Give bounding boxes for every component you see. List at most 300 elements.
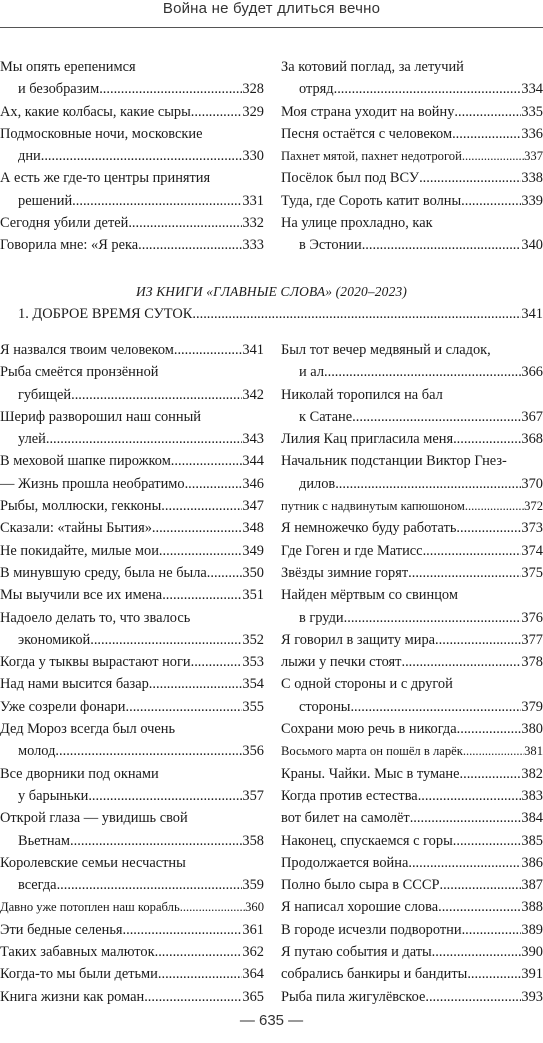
running-header-title: Война не будет длиться вечно bbox=[162, 0, 381, 17]
toc-entry-page: 343 bbox=[242, 431, 264, 448]
leader-dots bbox=[70, 830, 242, 852]
toc-entry-page: 390 bbox=[521, 944, 543, 961]
toc-entry-page: 374 bbox=[521, 542, 543, 559]
toc-entry-page: 331 bbox=[242, 192, 264, 209]
toc-entry-page: 338 bbox=[521, 170, 543, 187]
toc-entry-page: 337 bbox=[524, 149, 543, 164]
toc-entry-title: Лилия Кац пригласила меня bbox=[281, 431, 454, 448]
toc-entry-line bbox=[0, 56, 264, 78]
toc-entry-title: всегда bbox=[18, 877, 57, 894]
toc-entry[interactable] bbox=[0, 584, 264, 606]
leader-dots bbox=[155, 941, 243, 963]
leader-dots bbox=[192, 303, 521, 325]
toc-entry-page: 385 bbox=[521, 832, 543, 849]
toc-entry-title: Мы выучили все их имена bbox=[0, 587, 163, 604]
leader-dots bbox=[159, 540, 243, 562]
leader-dots bbox=[185, 473, 243, 495]
toc-entry-title: Звёзды зимние горят bbox=[281, 564, 409, 581]
toc-entry[interactable] bbox=[0, 473, 264, 495]
leader-dots bbox=[191, 651, 243, 673]
toc-entry-line bbox=[0, 450, 264, 472]
toc-entry-page: 364 bbox=[242, 966, 264, 983]
toc-entry[interactable] bbox=[0, 406, 264, 451]
toc-entry-page: 349 bbox=[242, 542, 264, 559]
toc-entry-page: 368 bbox=[521, 431, 543, 448]
toc-entry-title: Таких забавных малюток bbox=[0, 944, 155, 961]
toc-entry-line bbox=[0, 651, 264, 673]
leader-dots bbox=[324, 361, 521, 383]
toc-entry-title: Книга жизни как роман bbox=[0, 988, 145, 1005]
toc-entry[interactable] bbox=[281, 584, 543, 629]
toc-entry-line bbox=[281, 629, 543, 651]
leader-dots bbox=[457, 718, 522, 740]
leader-dots bbox=[462, 145, 524, 167]
toc-entry[interactable] bbox=[281, 963, 543, 985]
toc-entry-page: 373 bbox=[521, 520, 543, 537]
toc-entry[interactable] bbox=[0, 562, 264, 584]
section-title: ИЗ КНИГИ «ГЛАВНЫЕ СЛОВА» (2020–2023) bbox=[135, 284, 408, 299]
toc-entry-line bbox=[0, 963, 264, 985]
toc-entry-page: 356 bbox=[242, 743, 264, 760]
leader-dots bbox=[454, 101, 521, 123]
toc-entry-title: отряд bbox=[299, 81, 334, 98]
leader-dots bbox=[462, 919, 522, 941]
toc-entry[interactable] bbox=[0, 673, 264, 695]
toc-entry-page: 365 bbox=[242, 988, 264, 1005]
toc-entry[interactable] bbox=[0, 450, 264, 472]
leader-dots bbox=[352, 406, 521, 428]
toc-entry-line bbox=[281, 540, 543, 562]
leader-dots bbox=[335, 473, 521, 495]
toc-entry-page: 384 bbox=[521, 810, 543, 827]
toc-entry-line bbox=[0, 696, 264, 718]
toc-entry-title: Рыба пила жигулёвское bbox=[281, 988, 426, 1005]
toc-entry-title: Дед Мороз всегда был очень bbox=[0, 721, 176, 738]
toc-entry-title: Восьмого марта он пошёл в ларёк bbox=[281, 744, 463, 759]
toc-entry[interactable] bbox=[281, 629, 543, 651]
toc-entry-title: губищей bbox=[18, 386, 72, 403]
toc-entry-title: Я немножечко буду работать bbox=[281, 520, 457, 537]
toc-entry-line bbox=[281, 763, 543, 785]
toc-entry-page: 376 bbox=[521, 609, 543, 626]
toc-entry-continuation bbox=[281, 361, 543, 383]
leader-dots bbox=[174, 339, 243, 361]
toc-entry[interactable] bbox=[281, 495, 543, 517]
toc-entry[interactable] bbox=[281, 339, 543, 384]
toc-entry-title: Продолжается война bbox=[281, 854, 409, 871]
toc-entry[interactable] bbox=[0, 361, 264, 406]
toc-entry-line bbox=[0, 807, 264, 829]
toc-entry-continuation bbox=[0, 78, 264, 100]
toc-entry-line bbox=[281, 740, 543, 762]
toc-entry[interactable] bbox=[281, 384, 543, 429]
toc-entry-title: Полно было сыра в СССР bbox=[281, 877, 440, 894]
leader-dots bbox=[171, 450, 243, 472]
toc-entry-title: С одной стороны и с другой bbox=[281, 676, 453, 693]
toc-entry-line bbox=[281, 919, 543, 941]
toc-entry-title: Мы опять ерепенимся bbox=[0, 59, 136, 75]
toc-entry-line bbox=[0, 495, 264, 517]
toc-entry-title: Где Гоген и где Матисс bbox=[281, 542, 423, 559]
toc-entry-line bbox=[0, 167, 264, 189]
toc-entry-page: 367 bbox=[521, 408, 543, 425]
leader-dots bbox=[344, 607, 522, 629]
toc-entry-title: Краны. Чайки. Мыс в тумане bbox=[281, 765, 460, 782]
toc-entry[interactable] bbox=[0, 234, 264, 256]
toc-entry-continuation bbox=[281, 696, 543, 718]
toc-entry-line bbox=[281, 785, 543, 807]
toc-entry[interactable] bbox=[0, 123, 264, 168]
toc-entry-line bbox=[281, 896, 543, 918]
toc-entry-page: 361 bbox=[242, 921, 264, 938]
toc-entry-line bbox=[281, 56, 543, 78]
toc-entry[interactable] bbox=[0, 339, 264, 361]
leader-dots bbox=[453, 428, 521, 450]
toc-entry[interactable] bbox=[281, 941, 543, 963]
toc-entry-title: Песня остаётся с человеком bbox=[281, 125, 453, 142]
toc-entry-title: к Сатане bbox=[299, 408, 353, 425]
leader-dots bbox=[72, 190, 242, 212]
toc-entry[interactable] bbox=[281, 807, 543, 829]
toc-entry-line bbox=[0, 919, 264, 941]
toc-entry[interactable] bbox=[281, 830, 543, 852]
leader-dots bbox=[350, 696, 521, 718]
toc-entry-continuation bbox=[0, 785, 264, 807]
toc-entry-title: В минувшую среду, была не была bbox=[0, 564, 207, 581]
toc-entry-line bbox=[281, 123, 543, 145]
toc-entry-line bbox=[281, 495, 543, 517]
toc-entry-title: молод bbox=[18, 743, 56, 760]
toc-entry-title: Вьетнам bbox=[18, 832, 71, 849]
toc-entry[interactable] bbox=[0, 986, 264, 1008]
toc-entry-title: Ах, какие колбасы, какие сыры bbox=[0, 103, 191, 120]
leader-dots bbox=[439, 874, 521, 896]
toc-entry-line bbox=[281, 874, 543, 896]
leader-dots bbox=[432, 941, 522, 963]
toc-entry-line bbox=[0, 212, 264, 234]
toc-entry[interactable] bbox=[281, 718, 543, 740]
toc-entry[interactable] bbox=[281, 123, 543, 145]
running-header bbox=[0, 0, 543, 30]
toc-entry-title: Сегодня убили детей bbox=[0, 215, 129, 232]
toc-entry-title: Открой глаза — увидишь свой bbox=[0, 810, 188, 827]
leader-dots bbox=[410, 807, 522, 829]
toc-entry-line bbox=[0, 123, 264, 145]
toc-entry[interactable] bbox=[281, 450, 543, 495]
toc-entry-line bbox=[281, 651, 543, 673]
toc-entry-title: Надоело делать то, что звалось bbox=[0, 609, 191, 626]
toc-entry-title: лыжи у печки стоят bbox=[281, 654, 402, 671]
toc-entry-title: Эти бедные селенья bbox=[0, 921, 123, 938]
toc-entry-page: 372 bbox=[524, 499, 543, 514]
toc-entry-page: 355 bbox=[242, 698, 264, 715]
toc-entry-line bbox=[281, 190, 543, 212]
toc-entry-title: За котовий поглад, за летучий bbox=[281, 59, 464, 75]
toc-entry-line bbox=[0, 986, 264, 1008]
toc-entry-page: 341 bbox=[242, 342, 264, 358]
toc-entry[interactable] bbox=[0, 495, 264, 517]
toc-entry[interactable] bbox=[0, 212, 264, 234]
toc-entry-title: На улице прохладно, как bbox=[281, 215, 433, 232]
leader-dots bbox=[461, 190, 521, 212]
leader-dots bbox=[191, 101, 243, 123]
leader-dots bbox=[418, 785, 522, 807]
toc-entry-title: — Жизнь прошла необратимо bbox=[0, 475, 185, 492]
toc-entry[interactable] bbox=[0, 763, 264, 808]
toc-entry[interactable] bbox=[281, 986, 543, 1008]
toc-entry-title: Туда, где Сороть катит волны bbox=[281, 192, 462, 209]
toc-entry-title: Когда-то мы были детьми bbox=[0, 966, 158, 983]
toc-entry[interactable] bbox=[0, 696, 264, 718]
leader-dots bbox=[435, 629, 521, 651]
toc-entry-page: 354 bbox=[242, 676, 264, 693]
leader-dots bbox=[465, 495, 524, 517]
toc-entry[interactable] bbox=[281, 852, 543, 874]
toc-entry-line bbox=[281, 384, 543, 406]
toc-entry-line bbox=[281, 101, 543, 123]
toc-entry-page: 375 bbox=[521, 564, 543, 581]
toc-entry-title: Рыбы, моллюски, гекконы bbox=[0, 498, 162, 515]
toc-entry-continuation bbox=[0, 190, 264, 212]
leader-dots bbox=[158, 963, 243, 985]
toc-entry-title: Давно уже потоплен наш корабль bbox=[0, 900, 180, 915]
toc-entry-title: и ал bbox=[299, 364, 324, 381]
toc-entry-continuation bbox=[281, 78, 543, 100]
toc-entry[interactable] bbox=[281, 428, 543, 450]
header-rule bbox=[0, 27, 543, 28]
toc-entry[interactable] bbox=[281, 651, 543, 673]
toc-entry-line bbox=[281, 212, 543, 234]
toc-entry-continuation bbox=[281, 234, 543, 256]
toc-entry-title: у барыньки bbox=[18, 787, 89, 804]
toc-entry-page: 342 bbox=[242, 386, 264, 403]
toc-entry-title: Наконец, спускаемся с горы bbox=[281, 832, 453, 849]
toc-entry[interactable] bbox=[281, 190, 543, 212]
leader-dots bbox=[423, 540, 522, 562]
toc-entry-page: 334 bbox=[521, 81, 543, 98]
leader-dots bbox=[161, 495, 242, 517]
toc-entry-page: 383 bbox=[521, 787, 543, 804]
toc-entry-line bbox=[0, 406, 264, 428]
toc-entry-line bbox=[0, 361, 264, 383]
toc-entry-title: улей bbox=[18, 431, 46, 448]
toc-entry-page: 350 bbox=[242, 564, 264, 581]
toc-entry[interactable] bbox=[281, 56, 543, 101]
toc-entry-page: 388 bbox=[521, 899, 543, 916]
toc-entry-title: Был тот вечер медвяный и сладок, bbox=[281, 342, 491, 358]
chapter-title: 1. ДОБРОЕ ВРЕМЯ СУТОК bbox=[18, 306, 193, 322]
toc-entry-page: 357 bbox=[242, 787, 264, 804]
toc-entry-title: Пахнет мятой, пахнет недотрогой bbox=[281, 149, 462, 164]
toc-entry[interactable] bbox=[281, 167, 543, 189]
toc-entry[interactable] bbox=[0, 651, 264, 673]
toc-entry-line bbox=[281, 167, 543, 189]
toc-entry-page: 346 bbox=[242, 475, 264, 492]
toc-entry-page: 377 bbox=[521, 631, 543, 648]
toc-entry-line bbox=[0, 101, 264, 123]
toc-entry-page: 358 bbox=[242, 832, 264, 849]
leader-dots bbox=[401, 651, 521, 673]
toc-entry-line bbox=[281, 807, 543, 829]
leader-dots bbox=[463, 740, 524, 762]
toc-entry-line bbox=[0, 673, 264, 695]
toc-entry[interactable] bbox=[0, 941, 264, 963]
toc-entry-title: Королевские семьи несчастны bbox=[0, 854, 186, 871]
leader-dots bbox=[452, 123, 521, 145]
toc-entry-page: 379 bbox=[521, 698, 543, 715]
toc-entry-line bbox=[281, 145, 543, 167]
toc-entry-page: 378 bbox=[521, 654, 543, 671]
toc-entry-line bbox=[281, 830, 543, 852]
toc-entry[interactable] bbox=[0, 896, 264, 918]
leader-dots bbox=[99, 78, 242, 100]
toc-entry-line bbox=[0, 562, 264, 584]
toc-entry[interactable] bbox=[281, 212, 543, 257]
toc-entry-line bbox=[281, 986, 543, 1008]
leader-dots bbox=[408, 562, 521, 584]
leader-dots bbox=[123, 919, 243, 941]
toc-entry-page: 387 bbox=[521, 877, 543, 894]
toc-entry-line bbox=[0, 517, 264, 539]
toc-entry[interactable] bbox=[281, 740, 543, 762]
toc-entry-title: Подмосковные ночи, московские bbox=[0, 125, 203, 142]
toc-entry[interactable] bbox=[0, 852, 264, 897]
toc-entry[interactable] bbox=[281, 517, 543, 539]
toc-entry-page: 366 bbox=[521, 364, 543, 381]
toc-entry-title: Я говорил в защиту мира bbox=[281, 631, 436, 648]
toc-entry[interactable] bbox=[281, 101, 543, 123]
toc-entry-title: Когда против естества bbox=[281, 787, 418, 804]
leader-dots bbox=[180, 896, 245, 918]
toc-entry[interactable] bbox=[0, 963, 264, 985]
toc-entry-title: Николай торопился на бал bbox=[281, 386, 443, 403]
leader-dots bbox=[425, 986, 521, 1008]
toc-entry-title: путник с надвинутым капюшоном bbox=[281, 499, 465, 514]
toc-entry-continuation bbox=[281, 473, 543, 495]
toc-entry-title: Моя страна уходит на войну bbox=[281, 103, 455, 120]
chapter-page: 341 bbox=[521, 306, 543, 322]
toc-entry-line bbox=[0, 540, 264, 562]
leader-dots bbox=[362, 234, 522, 256]
leader-dots bbox=[57, 874, 243, 896]
leader-dots bbox=[55, 740, 242, 762]
toc-entry-page: 328 bbox=[242, 81, 264, 98]
toc-entry[interactable] bbox=[0, 540, 264, 562]
toc-entry[interactable] bbox=[281, 540, 543, 562]
toc-entry-page: 359 bbox=[242, 877, 264, 894]
toc-entry-page: 344 bbox=[242, 453, 264, 470]
toc-entry-title: Над нами высится базар bbox=[0, 676, 149, 693]
toc-entry[interactable] bbox=[281, 763, 543, 785]
toc-entry[interactable] bbox=[0, 101, 264, 123]
toc-entry-page: 389 bbox=[521, 921, 543, 938]
toc-entry[interactable] bbox=[0, 718, 264, 763]
toc-entry-title: в груди bbox=[299, 609, 344, 626]
toc-entry-title: В меховой шапке пирожком bbox=[0, 453, 171, 470]
leader-dots bbox=[419, 167, 521, 189]
toc-entry-line bbox=[281, 852, 543, 874]
leader-dots bbox=[162, 584, 242, 606]
toc-entry-title: Я путаю события и даты bbox=[281, 944, 432, 961]
leader-dots bbox=[207, 562, 243, 584]
toc-entry-title: собрались банкиры и бандиты bbox=[281, 966, 468, 983]
leader-dots bbox=[149, 673, 243, 695]
toc-entry-title: и безобразим bbox=[18, 81, 100, 98]
toc-entry-continuation bbox=[0, 874, 264, 896]
toc-entry[interactable] bbox=[281, 562, 543, 584]
toc-entry-line bbox=[0, 234, 264, 256]
leader-dots bbox=[408, 852, 521, 874]
toc-entry[interactable] bbox=[0, 167, 264, 212]
leader-dots bbox=[128, 212, 242, 234]
toc-entry-line bbox=[0, 941, 264, 963]
toc-entry-title: дилов bbox=[299, 475, 336, 492]
toc-entry-page: 362 bbox=[242, 944, 264, 961]
leader-dots bbox=[90, 629, 242, 651]
toc-entry[interactable] bbox=[281, 896, 543, 918]
toc-entry[interactable] bbox=[281, 145, 543, 167]
toc-entry-line bbox=[0, 473, 264, 495]
toc-entry[interactable] bbox=[281, 919, 543, 941]
toc-entry-continuation bbox=[0, 830, 264, 852]
leader-dots bbox=[88, 785, 242, 807]
leader-dots bbox=[46, 428, 243, 450]
toc-entry-continuation bbox=[0, 740, 264, 762]
toc-entry-line bbox=[281, 562, 543, 584]
toc-entry-continuation bbox=[281, 406, 543, 428]
toc-entry[interactable] bbox=[0, 607, 264, 652]
toc-entry-page: 380 bbox=[521, 721, 543, 738]
toc-entry-title: решений bbox=[18, 192, 73, 209]
toc-entry[interactable] bbox=[281, 673, 543, 718]
toc-entry-page: 352 bbox=[242, 631, 264, 648]
toc-entry[interactable] bbox=[0, 807, 264, 852]
toc-entry-page: 382 bbox=[521, 765, 543, 782]
leader-dots bbox=[334, 78, 522, 100]
toc-entry[interactable] bbox=[281, 874, 543, 896]
toc-entry-page: 381 bbox=[524, 744, 543, 759]
leader-dots bbox=[152, 517, 243, 539]
leader-dots bbox=[41, 145, 243, 167]
toc-entry-line bbox=[281, 941, 543, 963]
leader-dots bbox=[456, 517, 521, 539]
toc-entry-line bbox=[281, 428, 543, 450]
toc-entry-page: 353 bbox=[242, 654, 264, 671]
toc-entry-title: Найден мёртвым со свинцом bbox=[281, 587, 458, 604]
toc-entry[interactable] bbox=[0, 56, 264, 101]
toc-entry-continuation bbox=[0, 629, 264, 651]
toc-entry-line bbox=[281, 963, 543, 985]
toc-entry-line bbox=[0, 607, 264, 629]
toc-entry-line bbox=[281, 450, 543, 472]
toc-entry-page: 329 bbox=[242, 103, 264, 120]
toc-entry-title: Когда у тыквы вырастают ноги bbox=[0, 654, 191, 671]
toc-entry[interactable] bbox=[0, 919, 264, 941]
toc-entry-page: 386 bbox=[521, 854, 543, 871]
toc-entry[interactable] bbox=[281, 785, 543, 807]
toc-entry-title: экономикой bbox=[18, 631, 91, 648]
toc-entry-title: Не покидайте, милые мои bbox=[0, 542, 159, 559]
toc-entry-line bbox=[0, 896, 264, 918]
leader-dots bbox=[138, 234, 242, 256]
toc-entry-title: стороны bbox=[299, 698, 351, 715]
chapter-heading[interactable] bbox=[18, 303, 543, 325]
toc-entry-line bbox=[281, 517, 543, 539]
toc-column-top-right bbox=[281, 56, 543, 257]
toc-entry-title: Сказали: «тайны Бытия» bbox=[0, 520, 152, 537]
toc-entry[interactable] bbox=[0, 517, 264, 539]
leader-dots bbox=[71, 384, 242, 406]
